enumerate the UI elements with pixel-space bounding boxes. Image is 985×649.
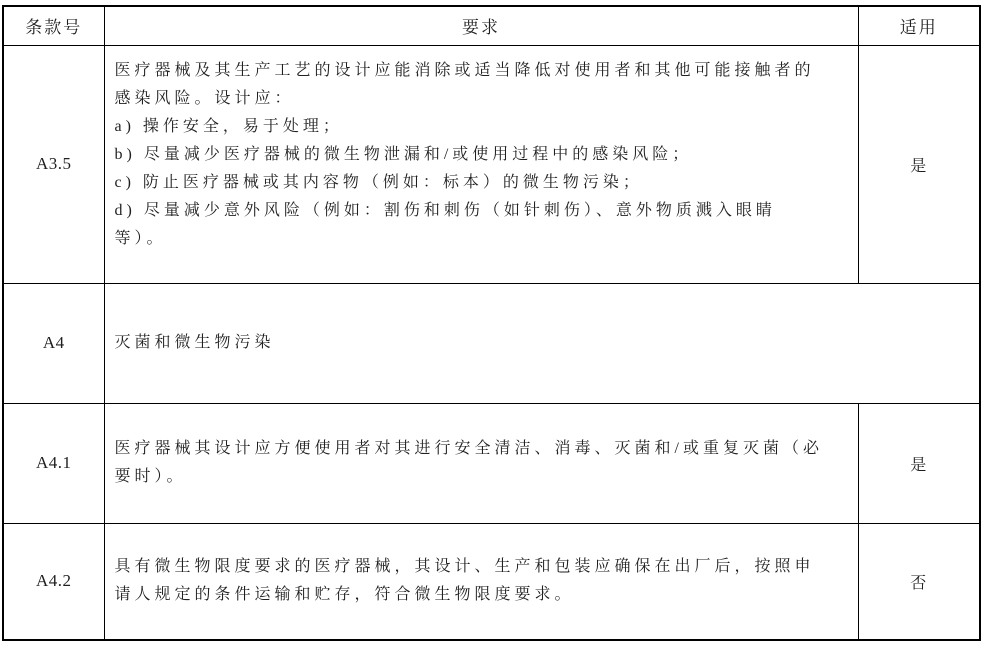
clause-number: A4 [3,283,104,403]
clause-number: A4.1 [3,403,104,523]
requirement-text [104,403,858,523]
requirement-text [104,283,980,403]
requirement-line: 等）。 [114,229,167,247]
applicable-value: 是 [858,45,980,283]
applicable-value: 否 [858,523,980,640]
col-header-requirement: 要求 [104,6,858,45]
requirement-line: b) 尽量减少医疗器械的微生物泄漏和/或使用过程中的感染风险； [114,145,693,163]
clause-number: A3.5 [3,45,104,283]
requirement-line: 请人规定的条件运输和贮存，符合微生物限度要求。 [114,586,575,604]
table-header-row [3,6,980,45]
requirement-line: 感染风险。设计应： [114,89,295,107]
table-row-a4-1 [3,403,980,523]
col-header-clause-number: 条款号 [3,6,104,45]
requirement-line: a) 操作安全，易于处理； [114,117,343,135]
clause-number: A4.2 [3,523,104,640]
requirement-line: 要时）。 [114,468,187,485]
requirement-line: d) 尽量减少意外风险（例如：割伤和刺伤（如针刺伤）、意外物质溅入眼睛 [114,201,776,219]
requirement-line: 医疗器械其设计应方便使用者对其进行安全清洁、消毒、灭菌和/或重复灭菌（必 [114,440,823,457]
table-row-a4 [3,283,980,403]
table-row-a4-2 [3,523,980,640]
requirement-line: c) 防止医疗器械或其内容物（例如：标本）的微生物污染； [114,173,643,191]
requirement-line: 灭菌和微生物污染 [114,334,275,351]
requirement-text [104,523,858,640]
col-header-applicable: 适用 [858,6,980,45]
requirement-line: 医疗器械及其生产工艺的设计应能消除或适当降低对使用者和其他可能接触者的 [114,61,815,79]
table-row-a3-5 [3,45,980,283]
requirement-text [104,45,858,283]
applicable-value: 是 [858,403,980,523]
requirements-table [2,5,981,641]
requirement-line: 具有微生物限度要求的医疗器械，其设计、生产和包装应确保在出厂后，按照申 [114,558,815,576]
